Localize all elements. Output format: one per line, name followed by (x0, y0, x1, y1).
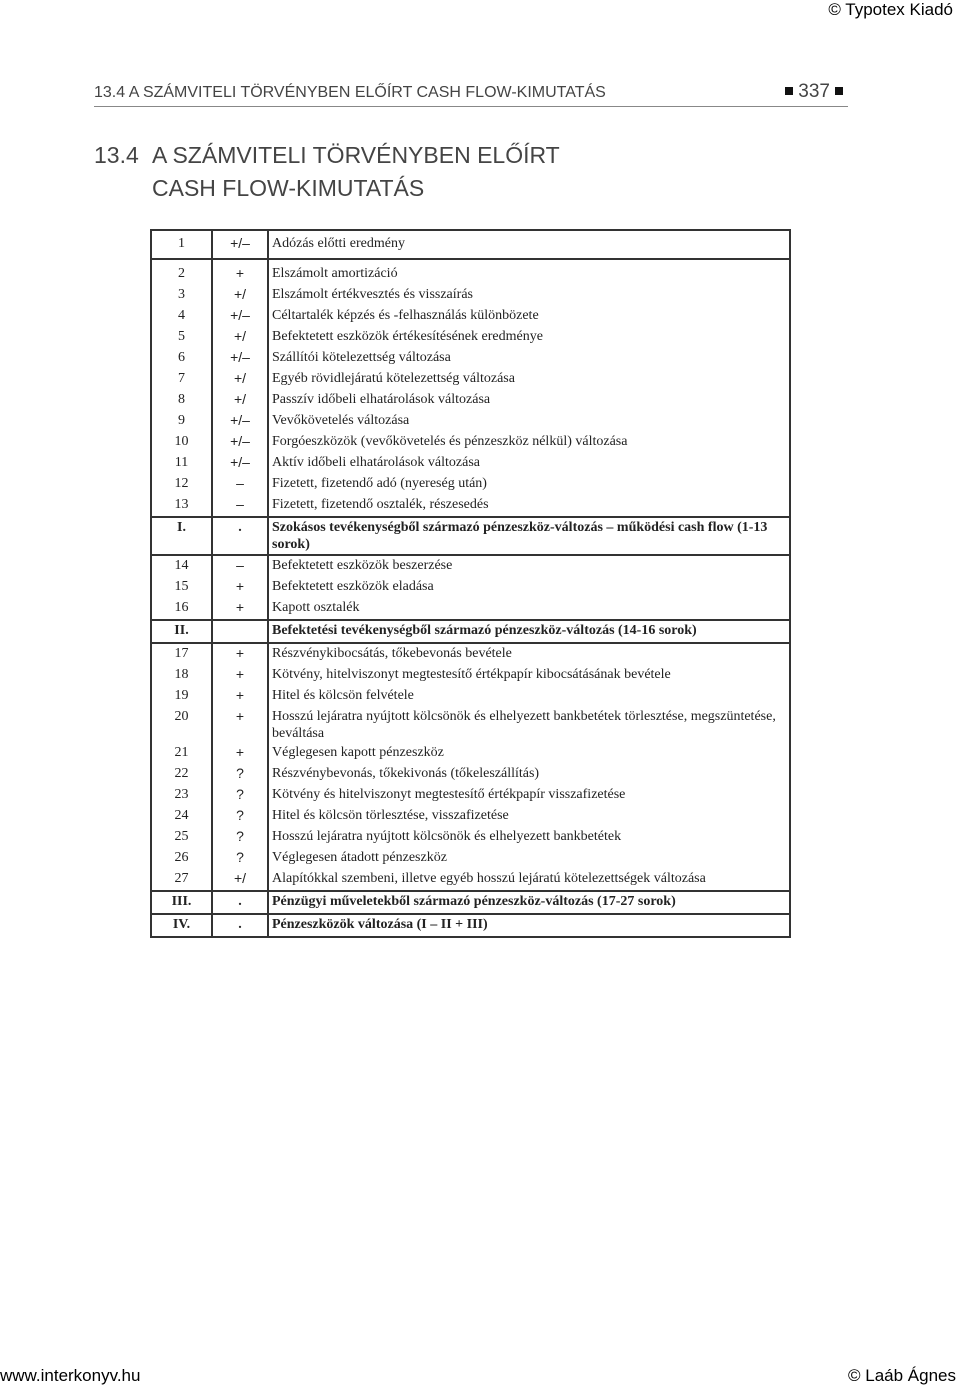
copyright-notice: © Typotex Kiadó (828, 0, 953, 19)
row-sign: ? (236, 849, 244, 865)
table-row (151, 764, 790, 785)
table-row (151, 495, 790, 517)
row-sign: + (235, 744, 245, 760)
table-row (151, 914, 790, 937)
square-bullet-icon (785, 87, 793, 95)
table-row (151, 327, 790, 348)
row-description: Befektetett eszközök értékesítésének eredménye (268, 327, 790, 348)
table-row (151, 390, 790, 411)
table-row (151, 848, 790, 869)
row-description: Kötvény, hitelviszonyt megtestesítő értékpapír kibocsátásának bevétele (268, 665, 790, 686)
row-description: Céltartalék képzés és -felhasználás különbözete (268, 306, 790, 327)
row-description: Pénzeszközök változása (I – II + III) (268, 914, 790, 937)
row-description: Elszámolt értékvesztés és visszaírás (268, 285, 790, 306)
table-row (151, 598, 790, 620)
row-description: Fizetett, fizetendő adó (nyereség után) (268, 474, 790, 495)
running-header (94, 81, 848, 107)
row-sign: ? (236, 807, 244, 823)
cash-flow-table (150, 229, 791, 938)
table-row (151, 707, 790, 743)
row-description: Részvénybevonás, tőkekivonás (tőkeleszállítás) (268, 764, 790, 785)
row-sign: + (235, 708, 245, 724)
table-row (151, 686, 790, 707)
row-sign: +/– (230, 235, 250, 251)
table-row (151, 230, 790, 259)
row-description: Adózás előtti eredmény (268, 230, 790, 259)
row-sign: + (235, 599, 245, 615)
row-description: Szállítói kötelezettség változása (268, 348, 790, 369)
footer-website: www.interkonyv.hu (0, 1366, 141, 1385)
row-number: 3 (151, 285, 212, 306)
running-header-title: 13.4 A SZÁMVITELI TÖRVÉNYBEN ELŐÍRT CASH FLOW-KIMUTATÁS (94, 84, 606, 101)
row-number: 4 (151, 306, 212, 327)
table-row (151, 827, 790, 848)
table-row (151, 348, 790, 369)
table-row (151, 643, 790, 665)
row-sign: +/ (233, 391, 247, 407)
row-sign: ? (236, 828, 244, 844)
row-sign: +/– (230, 307, 250, 323)
row-number: 9 (151, 411, 212, 432)
table-row (151, 665, 790, 686)
row-number: 5 (151, 327, 212, 348)
section-title-line1: A SZÁMVITELI TÖRVÉNYBEN ELŐÍRT (152, 142, 560, 168)
row-sign: +/ (233, 328, 247, 344)
row-number: II. (151, 620, 212, 643)
row-number: 17 (151, 643, 212, 665)
row-number: 18 (151, 665, 212, 686)
table-row (151, 555, 790, 577)
row-description: Hitel és kölcsön felvétele (268, 686, 790, 707)
row-description: Befektetett eszközök beszerzése (268, 555, 790, 577)
table-row (151, 806, 790, 827)
row-number: 7 (151, 369, 212, 390)
row-description: Véglegesen kapott pénzeszköz (268, 743, 790, 764)
row-number: 14 (151, 555, 212, 577)
row-number: 12 (151, 474, 212, 495)
row-number: 27 (151, 869, 212, 891)
table-row (151, 432, 790, 453)
row-description: Pénzügyi műveletekből származó pénzeszköz-változás (17-27 sorok) (268, 891, 790, 914)
table-row (151, 306, 790, 327)
section-heading (94, 139, 560, 205)
table-row (151, 785, 790, 806)
row-number: 19 (151, 686, 212, 707)
row-number: IV. (151, 914, 212, 937)
row-number: 24 (151, 806, 212, 827)
row-number: 16 (151, 598, 212, 620)
row-sign: + (212, 643, 268, 665)
row-description: Hosszú lejáratra nyújtott kölcsönök és elhelyezett bankbetétek (268, 827, 790, 848)
row-number: 13 (151, 495, 212, 517)
row-description: Hitel és kölcsön törlesztése, visszafizetése (268, 806, 790, 827)
table-row (151, 369, 790, 390)
row-sign: ? (236, 765, 244, 781)
row-number: 2 (151, 259, 212, 285)
row-number: 15 (151, 577, 212, 598)
row-sign: + (235, 687, 245, 703)
row-sign: + (235, 578, 245, 594)
row-sign (212, 620, 268, 643)
row-sign: + (235, 666, 245, 682)
row-number: I. (151, 517, 212, 555)
page-number-block (780, 81, 848, 103)
table-row (151, 869, 790, 891)
row-description: Forgóeszközök (vevőkövetelés és pénzeszköz nélkül) változása (268, 432, 790, 453)
row-number: 26 (151, 848, 212, 869)
row-description: Befektetett eszközök eladása (268, 577, 790, 598)
table-row (151, 577, 790, 598)
section-title-line2: CASH FLOW-KIMUTATÁS (152, 175, 425, 201)
row-sign: . (212, 891, 268, 914)
row-number: 21 (151, 743, 212, 764)
row-number: 11 (151, 453, 212, 474)
table-row (151, 517, 790, 555)
row-description: Szokásos tevékenységből származó pénzeszköz-változás – működési cash flow (1-13 sorok) (268, 517, 790, 555)
row-sign: +/– (230, 412, 250, 428)
page-number: 337 (798, 81, 830, 102)
row-number: 1 (151, 230, 212, 259)
table-row (151, 259, 790, 285)
row-description: Kapott osztalék (268, 598, 790, 620)
row-description: Befektetési tevékenységből származó pénzeszköz-változás (14-16 sorok) (268, 620, 790, 643)
row-description: Alapítókkal szembeni, illetve egyéb hosszú lejáratú kötelezettségek változása (268, 869, 790, 891)
table-row (151, 891, 790, 914)
row-sign: ? (236, 786, 244, 802)
footer-copyright: © Laáb Ágnes (848, 1366, 956, 1385)
section-number: 13.4 (94, 142, 139, 168)
row-sign: +/– (230, 349, 250, 365)
square-bullet-icon (835, 87, 843, 95)
row-description: Aktív időbeli elhatárolások változása (268, 453, 790, 474)
table-row (151, 285, 790, 306)
row-number: 25 (151, 827, 212, 848)
row-sign: +/ (233, 870, 247, 886)
row-description: Fizetett, fizetendő osztalék, részesedés (268, 495, 790, 517)
row-sign: – (212, 555, 268, 577)
row-description: Egyéb rövidlejáratú kötelezettség változása (268, 369, 790, 390)
row-sign: – (236, 475, 244, 491)
row-description: Hosszú lejáratra nyújtott kölcsönök és elhelyezett bankbetétek törlesztése, megszüntetése, beváltása (268, 707, 790, 743)
table-row (151, 743, 790, 764)
row-description: Véglegesen átadott pénzeszköz (268, 848, 790, 869)
row-description: Részvénykibocsátás, tőkebevonás bevétele (268, 643, 790, 665)
row-number: 23 (151, 785, 212, 806)
row-description: Kötvény és hitelviszonyt megtestesítő értékpapír visszafizetése (268, 785, 790, 806)
table-row (151, 453, 790, 474)
row-number: 8 (151, 390, 212, 411)
row-sign: +/– (230, 454, 250, 470)
row-description: Vevőkövetelés változása (268, 411, 790, 432)
table-row (151, 411, 790, 432)
row-number: 10 (151, 432, 212, 453)
row-sign: +/ (233, 370, 247, 386)
row-sign: + (212, 259, 268, 285)
row-number: III. (151, 891, 212, 914)
row-description: Passzív időbeli elhatárolások változása (268, 390, 790, 411)
row-number: 20 (151, 707, 212, 743)
row-sign: +/– (230, 433, 250, 449)
row-number: 22 (151, 764, 212, 785)
row-sign: . (212, 914, 268, 937)
row-sign: . (212, 517, 268, 555)
row-sign: +/ (233, 286, 247, 302)
table-row (151, 620, 790, 643)
table-row (151, 474, 790, 495)
row-sign: – (236, 496, 244, 512)
row-number: 6 (151, 348, 212, 369)
row-description: Elszámolt amortizáció (268, 259, 790, 285)
